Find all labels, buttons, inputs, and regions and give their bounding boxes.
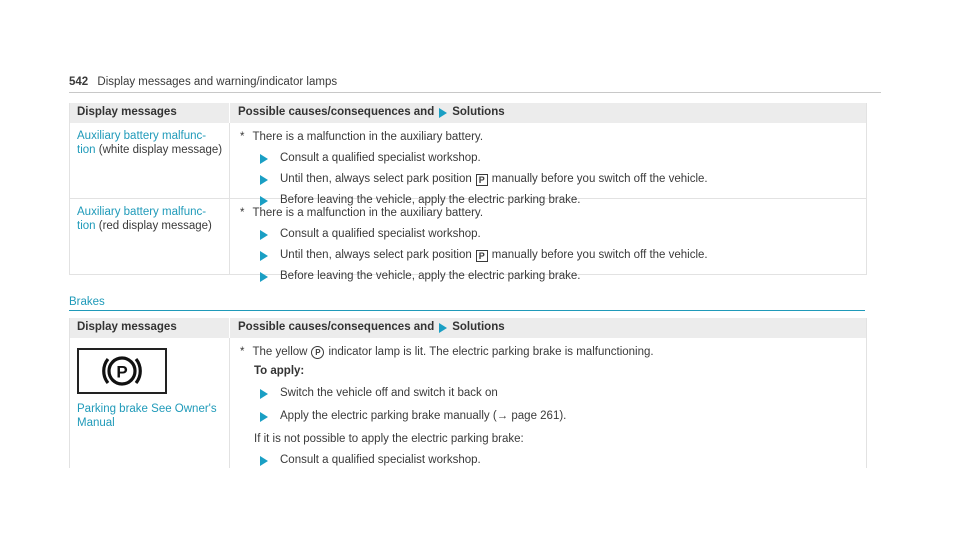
section-divider [69,310,865,311]
message-link[interactable]: Auxiliary battery malfunc- [77,206,207,218]
solution-cell [230,123,866,206]
table-header [70,103,866,123]
table-row [70,338,866,468]
col-header-display-messages: Display messages [70,318,230,338]
brakes-messages-table [69,318,867,468]
solution-cell [230,338,866,468]
page-header-title: Display messages and warning/indicator lamps [97,76,338,88]
solution-step: Switch the vehicle off and switch it back on [240,385,866,402]
col-header-causes: Possible causes/consequences and Solutions [238,106,505,118]
message-link[interactable]: Parking brake See Owner's [77,403,217,415]
page-header [69,76,337,88]
message-cell [70,123,230,198]
solution-step: Consult a qualified specialist workshop. [240,150,866,167]
step-arrow-icon [260,389,268,399]
solution-step: Consult a qualified specialist workshop. [240,226,866,243]
solution-step: Until then, always select park position P manually before you switch off the vehicle. [240,247,866,264]
step-arrow-icon [260,412,268,422]
park-position-icon: P [476,250,488,262]
battery-messages-table [69,103,867,282]
step-arrow-icon [260,154,268,164]
table-header [70,318,866,338]
solution-step: Until then, always select park position P manually before you switch off the vehicle. [240,171,866,188]
apply-label: To apply: [254,365,305,377]
col-header-display-messages: Display messages [70,103,230,123]
page-number: 542 [69,76,89,88]
cause-line: * The yellow P indicator lamp is lit. The electric parking brake is malfunctioning. [240,346,654,358]
col-header-causes: Possible causes/consequences and Solutions [238,321,505,333]
table-row [70,123,866,206]
section-title-brakes[interactable]: Brakes [69,296,105,308]
message-link[interactable]: Auxiliary battery malfunc- [77,130,207,142]
solution-step: Before leaving the vehicle, apply the electric parking brake. [240,268,866,285]
table-row [70,199,866,282]
solution-arrow-icon [439,108,447,118]
park-position-icon: P [476,174,488,186]
parking-brake-lamp-icon: P [311,346,324,359]
message-cell [70,338,230,468]
fallback-note: If it is not possible to apply the electric parking brake: [254,433,524,445]
message-suffix: (white display message) [98,144,223,156]
solution-step: Before leaving the vehicle, apply the electric parking brake. [240,192,866,209]
step-arrow-icon [260,175,268,185]
cause-line: * There is a malfunction in the auxiliary battery. [240,131,484,143]
message-link-cont[interactable]: tion [77,220,96,232]
step-arrow-icon [260,272,268,282]
message-link-cont[interactable]: tion [77,144,96,156]
header-divider [69,92,881,93]
message-link-cont[interactable]: Manual [77,417,115,429]
step-arrow-icon [260,230,268,240]
solution-step: Apply the electric parking brake manually (→ page 261). [240,408,866,425]
solution-cell [230,199,866,282]
step-arrow-icon [260,251,268,261]
solution-arrow-icon [439,323,447,333]
message-suffix: (red display message) [98,220,212,232]
svg-text:P: P [116,362,128,382]
solution-step: Consult a qualified specialist workshop. [240,452,866,469]
cause-line: * There is a malfunction in the auxiliary battery. [240,207,484,219]
message-cell [70,199,230,274]
parking-brake-warning-icon [77,348,167,394]
step-arrow-icon [260,456,268,466]
